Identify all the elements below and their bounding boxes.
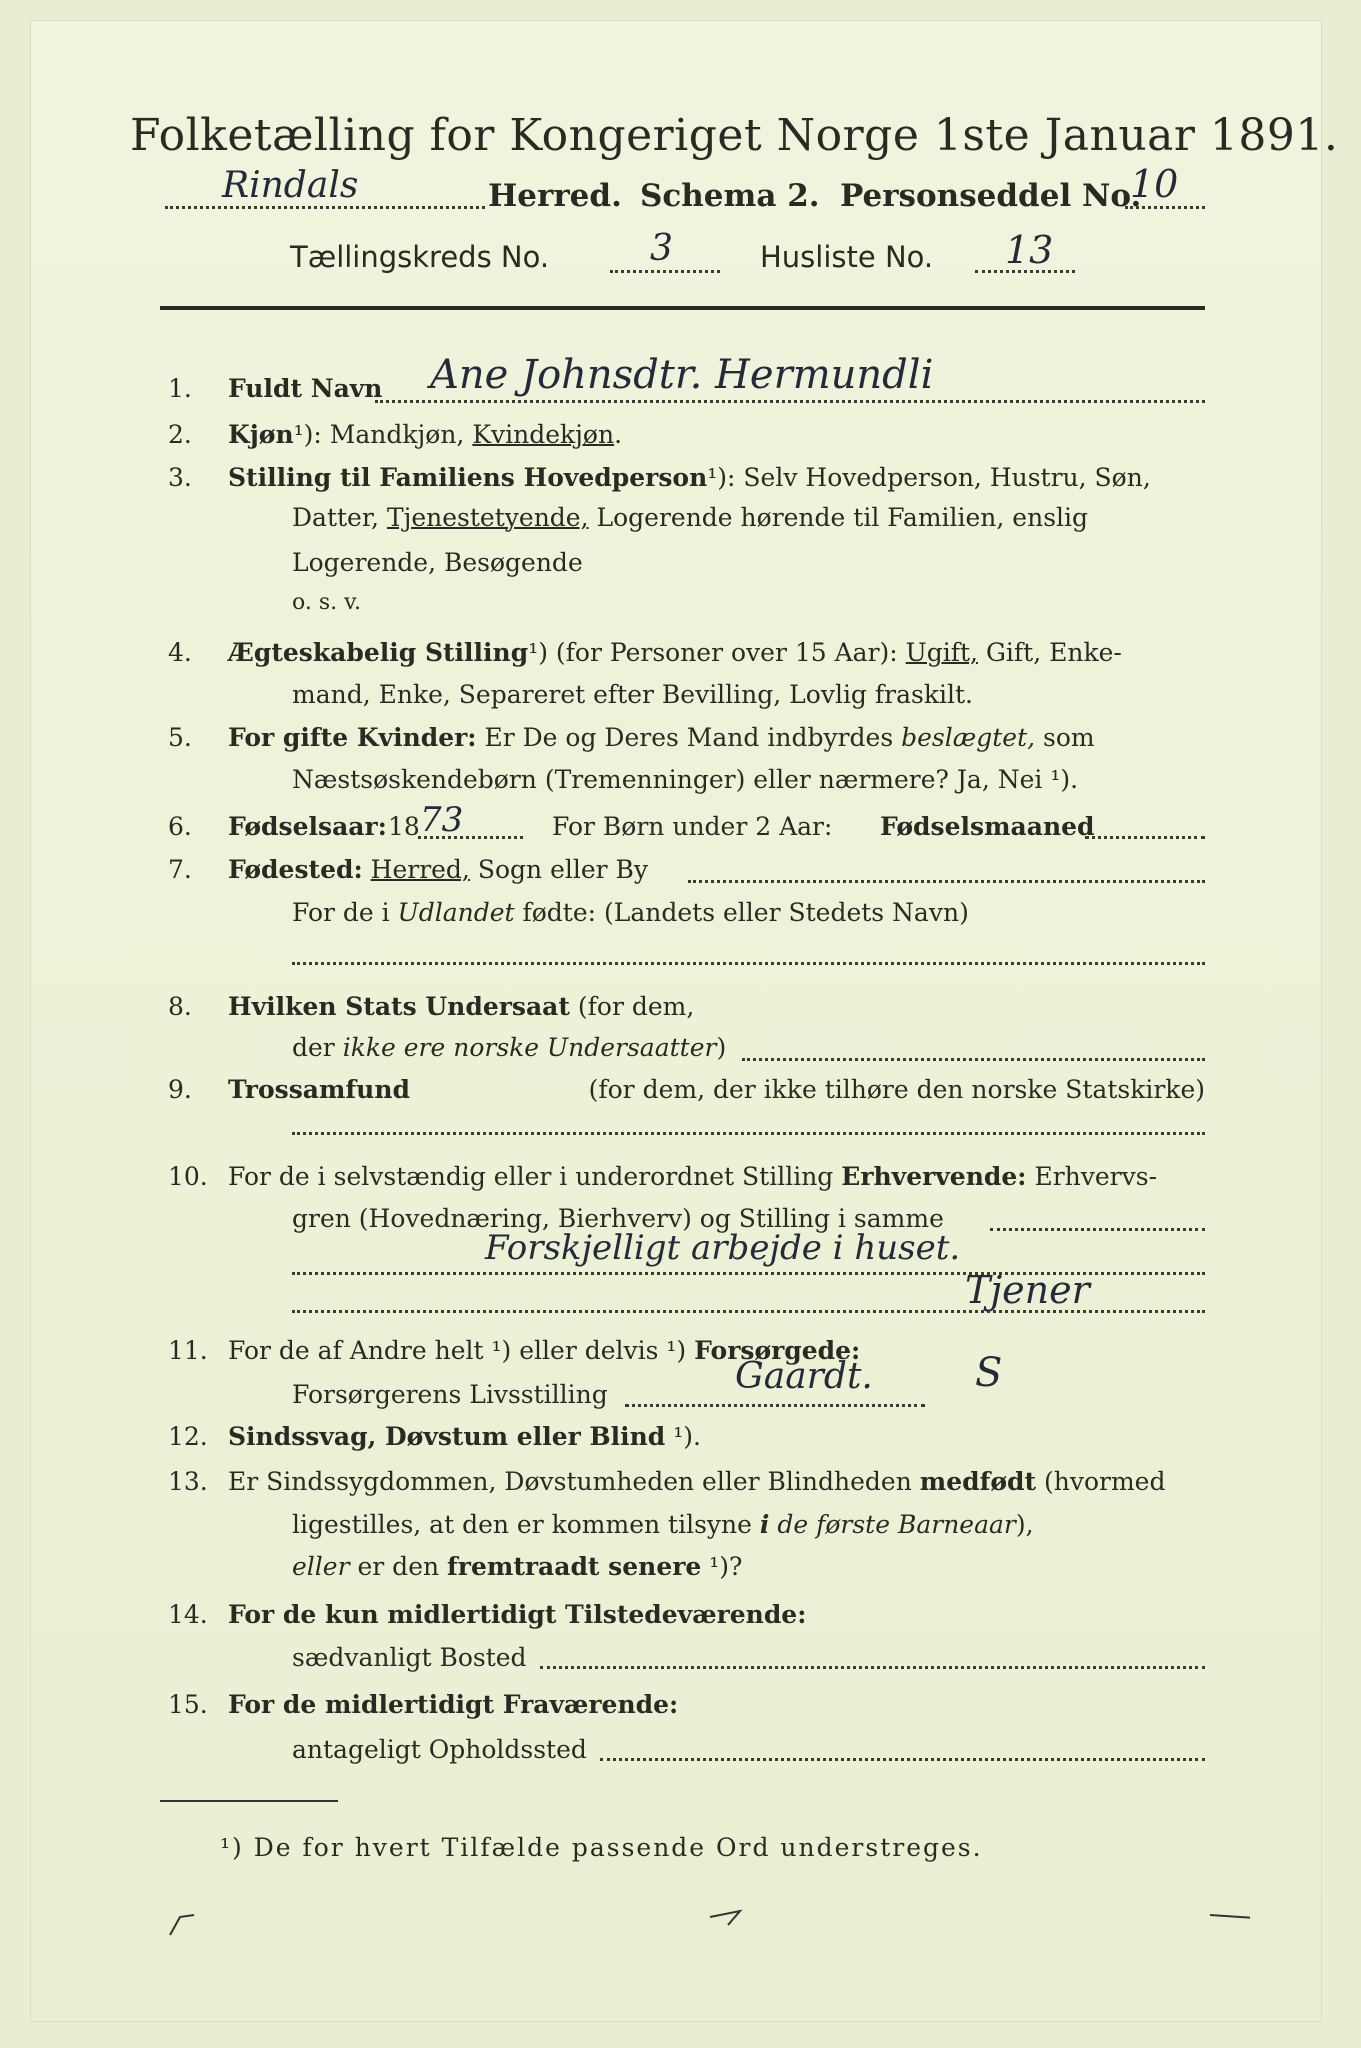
schema-label: Schema 2. <box>640 178 820 214</box>
q10-number: 10. <box>168 1162 208 1191</box>
q3-line2-pre: Datter, <box>292 503 387 532</box>
q13-post: (hvormed <box>1036 1467 1166 1496</box>
q2-line <box>228 420 622 449</box>
q11-number: 11. <box>168 1336 208 1365</box>
q8-line2 <box>292 1033 726 1062</box>
q14-label: For de kun midlertidigt Tilstedeværende: <box>228 1600 807 1629</box>
kreds-no: 3 <box>650 228 673 269</box>
q8-line2-italic: ikke ere norske Undersaatter <box>342 1033 717 1062</box>
q13-line3-mid: er den <box>349 1552 448 1581</box>
q7-line2-italic: Udlandet <box>397 898 515 927</box>
q15-label: For de midlertidigt Fraværende: <box>228 1690 679 1719</box>
husliste-label: Husliste No. <box>760 240 934 274</box>
q6-mid: For Børn under 2 Aar: <box>552 812 833 841</box>
q8-number: 8. <box>168 992 192 1021</box>
q6-label2: Fødselsmaaned <box>880 812 1095 841</box>
footnote-rule <box>160 1800 338 1802</box>
q5-mid: Er De og Deres Mand indbyrdes <box>476 723 902 752</box>
q2-underlined-answer: Kvindekjøn <box>472 420 615 449</box>
q13-line2-i: i <box>759 1510 770 1539</box>
q13-pre: Er Sindssygdommen, Døvstumheden eller Blindheden <box>228 1467 920 1496</box>
q3-line3: Logerende, Besøgende <box>292 548 583 577</box>
q5-label: For gifte Kvinder: <box>228 723 477 752</box>
q4-underlined-answer: Ugift, <box>905 638 978 667</box>
husliste-no: 13 <box>1005 228 1054 272</box>
q13-line2-post: ), <box>1015 1510 1034 1539</box>
q5-line1 <box>228 723 1095 752</box>
q1-dotline <box>375 400 1205 403</box>
q10-pre: For de i selvstændig eller i underordnet Stilling <box>228 1162 842 1191</box>
personseddel-no: 10 <box>1130 162 1179 206</box>
header-rule <box>160 306 1205 310</box>
personseddel-dotline <box>1125 206 1205 209</box>
q9-rest: (for dem, der ikke tilhøre den norske Statskirke) <box>588 1075 1205 1104</box>
q8-label: Hvilken Stats Undersaat <box>228 992 570 1021</box>
q3-line2 <box>292 503 1088 532</box>
q4-label: Ægteskabelig Stilling <box>228 638 529 667</box>
q3-underlined-answer: Tjenestetyende, <box>386 503 589 532</box>
q5-post: som <box>1035 723 1095 752</box>
census-form-sheet <box>30 20 1339 2022</box>
q6-month-dotline <box>1085 836 1205 839</box>
q4-post: Gift, Enke- <box>978 638 1122 667</box>
q11-pre: For de af Andre helt ¹) eller delvis ¹) <box>228 1336 695 1365</box>
herred-label: Herred. <box>488 178 622 214</box>
q15-dotline <box>600 1758 1205 1761</box>
q7-underlined-answer: Herred, <box>370 855 470 884</box>
herred-dotline <box>165 206 485 209</box>
kreds-label: Tællingskreds No. <box>290 240 550 274</box>
q12-line <box>228 1422 701 1451</box>
pencil-mark-center <box>710 1911 740 1925</box>
q9-number: 9. <box>168 1075 192 1104</box>
q14-dotline <box>540 1666 1205 1669</box>
q5-line2: Næstsøskendebørn (Tremenninger) eller nærmere? Ja, Nei ¹). <box>292 765 1079 794</box>
q7-number: 7. <box>168 855 192 884</box>
footnote: ¹) De for hvert Tilfælde passende Ord understreges. <box>220 1833 983 1862</box>
q10-line2: gren (Hovednæring, Bierhverv) og Stilling i samme <box>292 1204 944 1233</box>
q13-label: medfødt <box>919 1467 1037 1496</box>
q3-number: 3. <box>168 463 192 492</box>
pencil-mark-right <box>1210 1915 1250 1919</box>
q10-answer1: Forskjelligt arbejde i huset. <box>485 1228 961 1268</box>
q7-label: Fødested: <box>228 855 363 884</box>
q2-end: . <box>614 420 623 449</box>
q7-dotline <box>688 880 1205 883</box>
q1-answer: Ane Johnsdtr. Hermundli <box>430 352 934 398</box>
q10-label: Erhvervende: <box>841 1162 1027 1191</box>
q10-post: Erhvervs- <box>1026 1162 1158 1191</box>
personseddel-label: Personseddel No. <box>840 178 1142 214</box>
q1-number: 1. <box>168 374 192 403</box>
q5-italic: beslægtet, <box>901 723 1036 752</box>
q6-year-handwritten: 73 <box>420 800 464 840</box>
q13-line3 <box>292 1552 742 1581</box>
q8-post: (for dem, <box>569 992 695 1021</box>
q5-number: 5. <box>168 723 192 752</box>
q8-line1 <box>228 992 694 1021</box>
q13-line2 <box>292 1510 1034 1539</box>
q11-answer-mark: S <box>975 1350 1003 1396</box>
q3-line4: o. s. v. <box>292 590 361 615</box>
q7-line2-post: fødte: (Landets eller Stedets Navn) <box>514 898 969 927</box>
q12-label: Sindssvag, Døvstum eller Blind <box>228 1422 666 1451</box>
q13-line2-italic: de første Barneaar <box>769 1510 1016 1539</box>
kreds-dotline <box>610 270 720 273</box>
q2-label: Kjøn <box>228 420 294 449</box>
q2-text: ¹): Mandkjøn, <box>293 420 473 449</box>
q15-number: 15. <box>168 1690 208 1719</box>
q11-line2: Forsørgerens Livsstilling <box>292 1380 608 1409</box>
q13-line1 <box>228 1467 1165 1496</box>
q13-line3-bold: fremtraadt senere <box>447 1552 702 1581</box>
q9-label: Trossamfund <box>228 1075 411 1104</box>
q3-line1 <box>228 463 1151 492</box>
q6-year-prefix: 18 <box>388 812 420 841</box>
q13-line2-pre: ligestilles, at den er kommen tilsyne <box>292 1510 760 1539</box>
q10-line2-dotline <box>990 1228 1205 1231</box>
q6-year-dotline <box>418 836 523 839</box>
pencil-marks <box>150 1895 1250 1955</box>
q12-number: 12. <box>168 1422 208 1451</box>
q14-line2: sædvanligt Bosted <box>292 1643 527 1672</box>
q10-line1 <box>228 1162 1157 1191</box>
q7-line2 <box>292 898 969 927</box>
q7-abroad-dotline <box>292 962 1205 965</box>
form-title: Folketælling for Kongeriget Norge 1ste Januar 1891. <box>130 110 1339 161</box>
q4-number: 4. <box>168 638 192 667</box>
q10-answer2: Tjener <box>965 1268 1090 1312</box>
q9-dotline <box>292 1132 1205 1135</box>
q12-post: ¹). <box>673 1422 701 1451</box>
q4-line1 <box>228 638 1122 667</box>
q6-label: Fødselsaar: <box>228 812 387 841</box>
q4-line2: mand, Enke, Separeret efter Bevilling, Lovlig fraskilt. <box>292 680 973 709</box>
q8-line2-pre: der <box>292 1033 343 1062</box>
q15-line2: antageligt Opholdssted <box>292 1735 587 1764</box>
q11-label: Forsørgede: <box>694 1336 861 1365</box>
q2-number: 2. <box>168 420 192 449</box>
q13-line3-post: ¹)? <box>701 1552 743 1581</box>
q9-line <box>228 1075 1205 1104</box>
q7-line2-pre: For de i <box>292 898 398 927</box>
q7-rest: Sogn eller By <box>469 855 649 884</box>
q7-line1 <box>228 855 648 884</box>
pencil-mark-left <box>170 1915 194 1935</box>
q3-line1-rest: ¹): Selv Hovedperson, Hustru, Søn, <box>707 463 1151 492</box>
q11-dotline <box>625 1404 925 1407</box>
q8-dotline <box>742 1058 1205 1061</box>
q1-label: Fuldt Navn <box>228 374 383 403</box>
herred-handwritten: Rindals <box>222 165 359 206</box>
q11-answer: Gaardt. <box>735 1356 873 1397</box>
q13-number: 13. <box>168 1467 208 1496</box>
q8-line2-post: ) <box>716 1033 727 1062</box>
q6-number: 6. <box>168 812 192 841</box>
q13-line3-italic: eller <box>292 1552 350 1581</box>
q4-mid: ¹) (for Personer over 15 Aar): <box>528 638 906 667</box>
q14-number: 14. <box>168 1600 208 1629</box>
q3-label: Stilling til Familiens Hovedperson <box>228 463 708 492</box>
q3-line2-post: Logerende hørende til Familien, enslig <box>588 503 1089 532</box>
